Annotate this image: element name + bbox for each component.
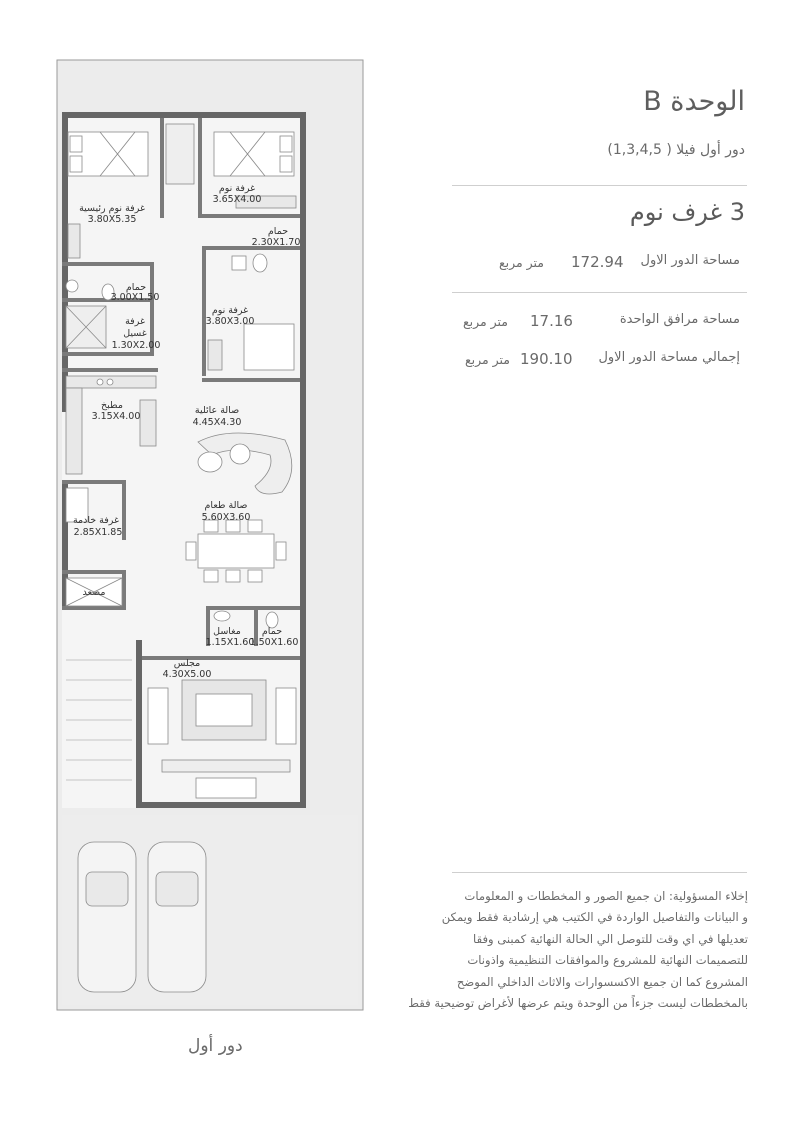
disclaimer-line: المشروع كما ان جميع الاكسسوارات والاثاث الداخلي الموضح (456, 974, 748, 989)
room-maid-size: 2.85X1.85 (73, 527, 123, 538)
room-bath1-name: حمام (267, 226, 289, 237)
facilities-area-value: 17.16 (530, 312, 573, 330)
room-majlis-size: 4.30X5.00 (162, 669, 212, 680)
divider-1 (452, 185, 747, 186)
floor-villa: دور أول فيلا ( 1,3,4,5) (607, 142, 745, 158)
first-floor-area-value: 172.94 (571, 253, 624, 271)
room-bath1-size: 2.30X1.70 (251, 237, 301, 248)
disclaimer-line: تعديلها في اي وقت للتوصل الي الحالة النهائية كمبنى وفقا (473, 931, 748, 946)
room-kitchen-name: مطبخ (101, 400, 123, 411)
disclaimer-line: و البيانات والتفاصيل الواردة في الكتيب هي إرشادية فقط ويمكن (441, 910, 748, 925)
disclaimer-line: بالمخططات ليست جزءاً من الوحدة ويتم عرضها لأغراض توضيحية فقط (408, 996, 748, 1011)
room-bath3-name: حمام (261, 626, 283, 637)
room-maid-name: غرفة خادمة (72, 515, 120, 526)
room-family-size: 4.45X4.30 (192, 417, 242, 428)
room-laundry-size: 1.30X2.00 (111, 340, 161, 351)
room-dining-size: 5.60X3.60 (201, 512, 251, 523)
unit-title: الوحدة B (643, 86, 745, 117)
room-bedroom1-name: غرفة نوم (218, 183, 256, 194)
room-bedroom1-size: 3.65X4.00 (212, 194, 262, 205)
room-bath2-size: 3.00X1.50 (110, 292, 160, 303)
facilities-area-unit: متر مربع (462, 314, 508, 329)
first-floor-area-unit: متر مربع (498, 255, 544, 270)
room-bedroom2-size: 3.80X3.00 (205, 316, 255, 327)
disclaimer-line: إخلاء المسؤولية: ان جميع الصور و المخططات و المعلومات (464, 889, 748, 903)
disclaimer (388, 886, 748, 1014)
total-area-value: 190.10 (520, 350, 573, 368)
floor-caption: دور أول (188, 1036, 243, 1056)
room-elevator-name: مصعد (82, 587, 106, 598)
divider-2 (452, 292, 747, 293)
total-area-label: إجمالي مساحة الدور الاول (598, 350, 740, 365)
first-floor-area-label: مساحة الدور الاول (640, 253, 740, 268)
room-majlis-name: مجلس (173, 658, 201, 669)
room-master-name: غرفة نوم رئيسية (79, 203, 145, 214)
room-washbasins-name: مغاسل (213, 626, 241, 637)
total-area-unit: متر مربع (464, 352, 510, 367)
facilities-area-label: مساحة مرافق الواحدة (619, 312, 740, 327)
room-kitchen-size: 3.15X4.00 (91, 411, 141, 422)
room-dining-name: صالة طعام (204, 500, 248, 511)
divider-3 (452, 872, 747, 873)
room-bedroom2-name: غرفة نوم (211, 305, 249, 316)
room-master-size: 3.80X5.35 (87, 214, 137, 225)
room-bath2-name: حمام (125, 282, 147, 293)
room-bath3-size: 1.50X1.60 (249, 637, 299, 648)
room-laundry-name1: غرفة (125, 316, 145, 327)
room-washbasins-size: 1.15X1.60 (205, 637, 255, 648)
room-family-name: صالة عائلية (194, 405, 240, 416)
disclaimer-line: للتصميمات النهائية للمشروع والموافقات التنظيمية واذونات (467, 953, 748, 968)
room-laundry-name2: غسيل (123, 328, 147, 339)
bedrooms-count: 3 غرف نوم (629, 198, 745, 226)
